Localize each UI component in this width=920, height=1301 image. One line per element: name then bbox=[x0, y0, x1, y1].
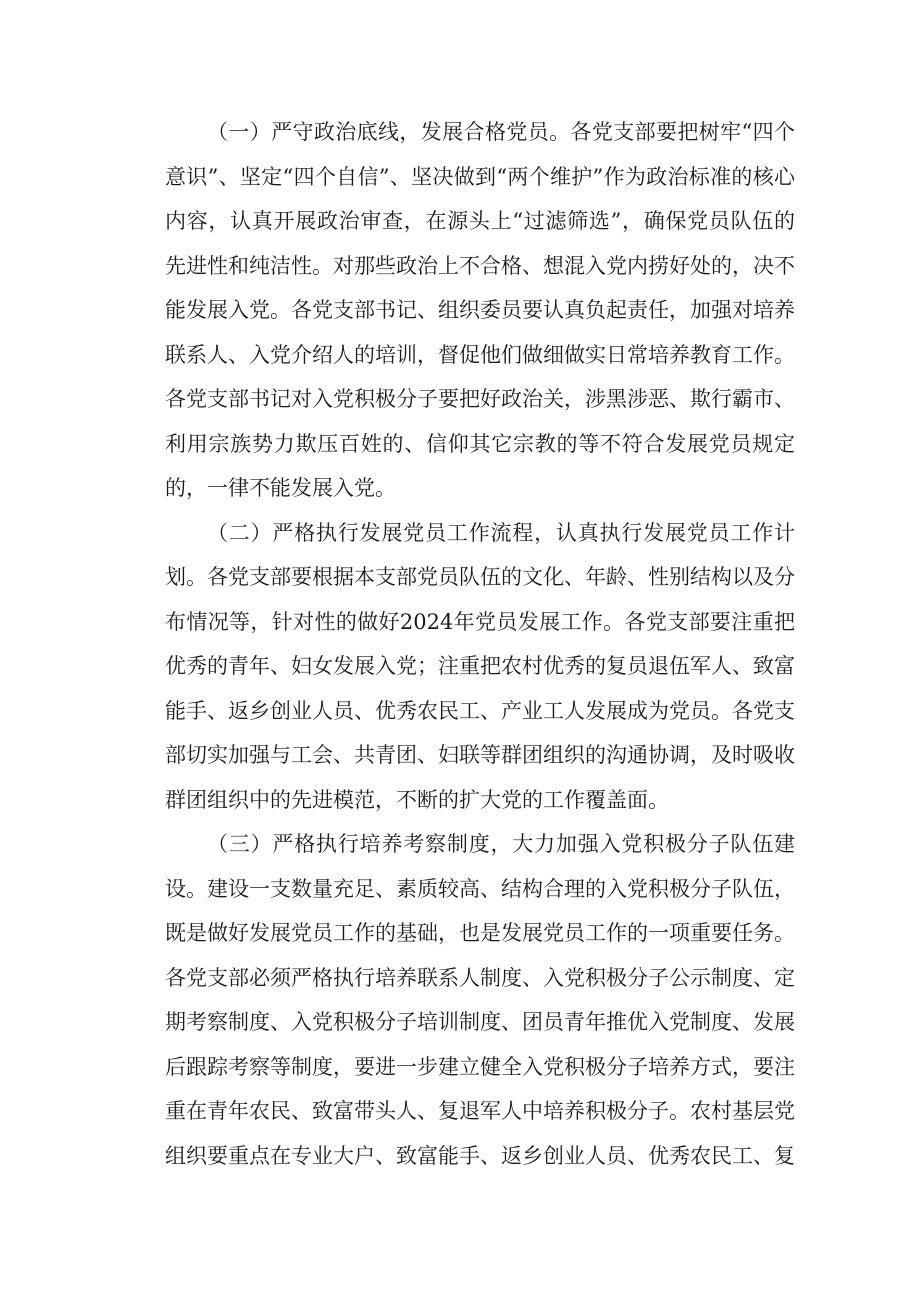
paragraph-training-inspection: （三）严格执行培养考察制度，大力加强入党积极分子队伍建设。建设一支数量充足、素质较高、结构合理的入党积极分子队伍，既是做好发展党员工作的基础，也是发展党员工作的一项重要任务。各党支部必须严格执行培养联系人制度、入党积极分子公示制度、定期考察制度、入党积极分子培训制度、团员青年推优入党制度、发展后跟踪考察等制度，要进一步建立健全入党积极分子培养方式，要注重在青年农民、致富带头人、复退军人中培养积极分子。农村基层党组织要重点在专业大户、致富能手、返乡创业人员、优秀农民工、复 bbox=[165, 832, 795, 1168]
document-body bbox=[165, 110, 795, 1178]
paragraph-political-bottom-line: （一）严守政治底线，发展合格党员。各党支部要把树牢“四个意识”、坚定“四个自信”、坚决做到“两个维护”作为政治标准的核心内容，认真开展政治审查，在源头上“过滤筛选”，确保党员队伍的先进性和纯洁性。对那些政治上不合格、想混入党内捞好处的，决不能发展入党。各党支部书记、组织委员要认真负起责任，加强对培养联系人、入党介绍人的培训，督促他们做细做实日常培养教育工作。各党支部书记对入党积极分子要把好政治关，涉黑涉恶、欺行霸市、利用宗族势力欺压百姓的、信仰其它宗教的等不符合发展党员规定的，一律不能发展入党。 bbox=[165, 120, 795, 500]
paragraph-development-workflow: （二）严格执行发展党员工作流程，认真执行发展党员工作计划。各党支部要根据本支部党员队伍的文化、年龄、性别结构以及分布情况等，针对性的做好2024年党员发展工作。各党支部要注重把优秀的青年、妇女发展入党；注重把农村优秀的复员退伍军人、致富能手、返乡创业人员、优秀农民工、产业工人发展成为党员。各党支部切实加强与工会、共青团、妇联等群团组织的沟通协调，及时吸收群团组织中的先进模范，不断的扩大党的工作覆盖面。 bbox=[165, 520, 795, 812]
